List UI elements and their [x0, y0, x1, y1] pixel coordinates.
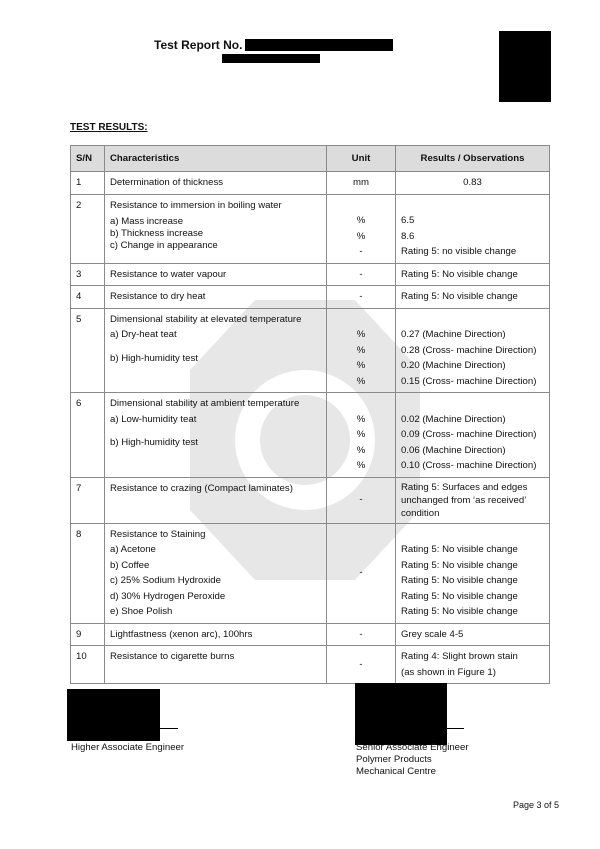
sub-result: Rating 5: Surfaces and edges [401, 481, 528, 493]
row-result [396, 393, 550, 478]
sub-item: a) Mass increase [110, 216, 184, 227]
sub-result: 0.20 (Machine Direction) [401, 360, 506, 371]
row-unit [327, 194, 396, 263]
row-unit [327, 308, 396, 393]
row-sn: 10 [71, 646, 105, 684]
sub-unit: % [356, 375, 366, 387]
sub-item: a) Dry-heat teat [110, 329, 177, 340]
row-characteristic [105, 308, 327, 393]
row-characteristic: Resistance to water vapour [105, 263, 327, 286]
row-sn: 2 [71, 194, 105, 263]
sub-unit: % [356, 444, 366, 456]
row-result: Rating 5: No visible change [396, 263, 550, 286]
signatory-left-title: Higher Associate Engineer [71, 742, 185, 753]
header-sn: S/N [71, 146, 105, 172]
row-unit: - [327, 523, 396, 623]
sub-item: b) High-humidity test [110, 437, 198, 448]
table-row [71, 308, 550, 393]
sub-result: 0.15 (Cross- machine Direction) [401, 375, 537, 387]
sub-result: Rating 5: No visible change [401, 575, 518, 586]
row-characteristic: Lightfastness (xenon arc), 100hrs [105, 623, 327, 646]
row-title: Dimensional stability at elevated temperature [110, 313, 302, 325]
sub-result: 0.06 (Machine Direction) [401, 444, 506, 456]
row-sn: 8 [71, 523, 105, 623]
signatory-right-centre: Mechanical Centre [356, 766, 436, 777]
sub-unit: % [356, 429, 366, 440]
sub-unit: % [356, 329, 366, 340]
sub-unit: % [356, 413, 366, 425]
sub-item: e) Shoe Polish [110, 606, 173, 617]
sub-result: Rating 5: No visible change [401, 544, 518, 555]
report-title: Test Report No. [154, 38, 243, 52]
signature-line-left [160, 728, 178, 729]
table-row [71, 286, 550, 309]
redacted-signature-left [67, 689, 160, 741]
sub-unit: % [356, 215, 366, 226]
sub-item: a) Low-humidity teat [110, 413, 197, 425]
sub-unit: % [356, 344, 366, 356]
table-row [71, 646, 550, 684]
sub-result: 0.02 (Machine Direction) [401, 413, 506, 425]
sub-result: (as shown in Figure 1) [401, 666, 496, 678]
sub-unit: % [356, 230, 366, 242]
row-result [396, 523, 550, 623]
row-result [396, 194, 550, 263]
test-results-table [70, 145, 550, 684]
row-characteristic [105, 393, 327, 478]
sub-result: Rating 5: No visible change [401, 606, 518, 617]
header-characteristics: Characteristics [105, 146, 327, 172]
sub-unit: - [359, 246, 363, 257]
header-results: Results / Observations [396, 146, 550, 172]
table-row [71, 194, 550, 263]
row-sn: 4 [71, 286, 105, 309]
page-number: Page 3 of 5 [512, 800, 559, 810]
table-row [71, 263, 550, 286]
sub-item: b) High-humidity test [110, 352, 198, 364]
sub-item: b) Coffee [110, 559, 150, 571]
row-sn: 6 [71, 393, 105, 478]
row-sn: 1 [71, 172, 105, 195]
row-characteristic [105, 194, 327, 263]
sub-item: c) Change in appearance [110, 240, 218, 251]
row-sn: 9 [71, 623, 105, 646]
table-row [71, 523, 550, 623]
sub-result: Rating 4: Slight brown stain [401, 651, 518, 662]
row-result [396, 308, 550, 393]
row-sn: 3 [71, 263, 105, 286]
sub-item: d) 30% Hydrogen Peroxide [110, 590, 226, 602]
sub-result: Rating 5: No visible change [401, 559, 518, 571]
row-unit: - [327, 623, 396, 646]
row-unit: - [327, 263, 396, 286]
sub-result: Rating 5: No visible change [401, 590, 518, 602]
row-characteristic: Resistance to dry heat [105, 286, 327, 309]
sub-result: 0.09 (Cross- machine Direction) [401, 429, 537, 440]
row-unit: - [327, 286, 396, 309]
row-result [396, 477, 550, 523]
row-characteristic: Determination of thickness [105, 172, 327, 195]
redacted-report-number [245, 39, 393, 51]
sub-unit: % [356, 360, 366, 371]
sub-item: b) Thickness increase [110, 228, 204, 239]
sub-item: a) Acetone [110, 544, 156, 555]
sub-result: Rating 5: no visible change [401, 246, 517, 257]
row-result: Grey scale 4-5 [396, 623, 550, 646]
sub-result: 6.5 [401, 215, 415, 226]
table-header-row [71, 146, 550, 172]
header-unit: Unit [327, 146, 396, 172]
sub-unit: % [356, 460, 366, 471]
sub-result: 0.10 (Cross- machine Direction) [401, 460, 537, 471]
row-characteristic [105, 523, 327, 623]
row-characteristic: Resistance to cigarette burns [105, 646, 327, 684]
sub-item: c) 25% Sodium Hydroxide [110, 575, 221, 586]
redacted-report-subnumber [222, 54, 320, 63]
row-sn: 5 [71, 308, 105, 393]
row-title: Resistance to Staining [110, 528, 206, 540]
signature-line-right [447, 728, 464, 729]
row-unit [327, 393, 396, 478]
redacted-signature-right [355, 683, 447, 745]
row-unit: mm [327, 172, 396, 195]
row-title: Resistance to immersion in boiling water [110, 199, 282, 211]
sub-result: 0.28 (Cross- machine Direction) [401, 344, 537, 356]
table-row [71, 393, 550, 478]
section-title: TEST RESULTS: [70, 122, 148, 133]
redacted-logo [499, 31, 551, 102]
row-title: Dimensional stability at ambient temperature [110, 398, 300, 409]
row-characteristic: Resistance to crazing (Compact laminates) [105, 477, 327, 523]
signatory-right-title: Senior Associate Engineer [356, 742, 469, 753]
row-sn: 7 [71, 477, 105, 523]
sub-result: unchanged from ‘as received’ condition [401, 494, 526, 519]
signatory-right-block [356, 742, 469, 778]
row-unit: - [327, 477, 396, 523]
sub-result: 0.27 (Machine Direction) [401, 329, 506, 340]
row-result: Rating 5: No visible change [396, 286, 550, 309]
sub-result: 8.6 [401, 230, 415, 242]
row-result [396, 646, 550, 684]
row-result: 0.83 [396, 172, 550, 195]
signatory-right-dept: Polymer Products [356, 754, 432, 765]
row-unit: - [327, 646, 396, 684]
table-row [71, 477, 550, 523]
table-row [71, 172, 550, 195]
table-row [71, 623, 550, 646]
